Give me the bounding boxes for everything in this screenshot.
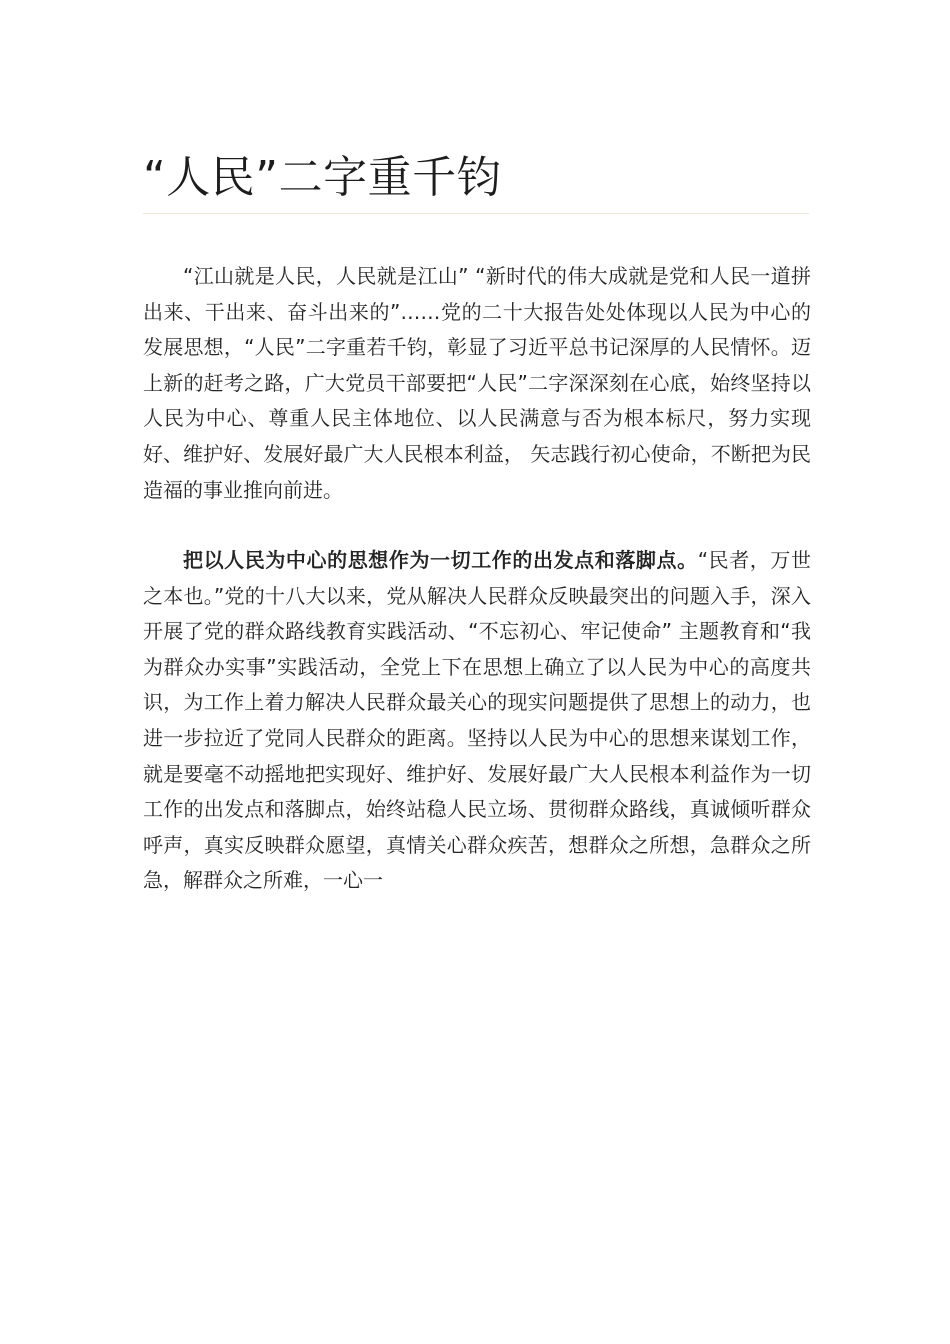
article-title: “人民”二字重千钧 xyxy=(143,152,502,203)
paragraph-2 xyxy=(143,543,811,899)
title-divider xyxy=(143,213,809,214)
paragraph-1 xyxy=(143,259,811,508)
paragraph-2-text: “民者，万世之本也。”党的十八大以来，党从解决人民群众反映最突出的问题入手，深入开展了党的群众路线教育实践活动、“不忘初心、牢记使命” 主题教育和“我为群众办实事”实践活动，全党上下在思想上确立了以人民为中心的高度共识，为工作上着力解决人民群众最关心的现实问题提供了思想上的动力，也进一步拉近了党同人民群众的距离。坚持以人民为中心的思想来谋划工作，就是要毫不动摇地把实现好、维护好、发展好最广大人民根本利益作为一切工作的出发点和落脚点，始终站稳人民立场、贯彻群众路线，真诚倾听群众呼声，真实反映群众愿望，真情关心群众疾苦，想群众之所想，急群众之所急，解群众之所难，一心一 xyxy=(143,548,811,893)
document-page xyxy=(143,0,811,1344)
paragraph-1-text: “江山就是人民，人民就是江山” “新时代的伟大成就是党和人民一道拼出来、干出来、奋斗出来的”……党的二十大报告处处体现以人民为中心的发展思想，“人民”二字重若千钧，彰显了习近平总书记深厚的人民情怀。迈上新的赶考之路，广大党员干部要把“人民”二字深深刻在心底，始终坚持以人民为中心、尊重人民主体地位、以人民满意与否为根本标尺，努力实现好、维护好、发展好最广大人民根本利益， 矢志践行初心使命，不断把为民造福的事业推向前进。 xyxy=(143,264,811,502)
paragraph-2-lead: 把以人民为中心的思想作为一切工作的出发点和落脚点。 xyxy=(183,548,698,572)
